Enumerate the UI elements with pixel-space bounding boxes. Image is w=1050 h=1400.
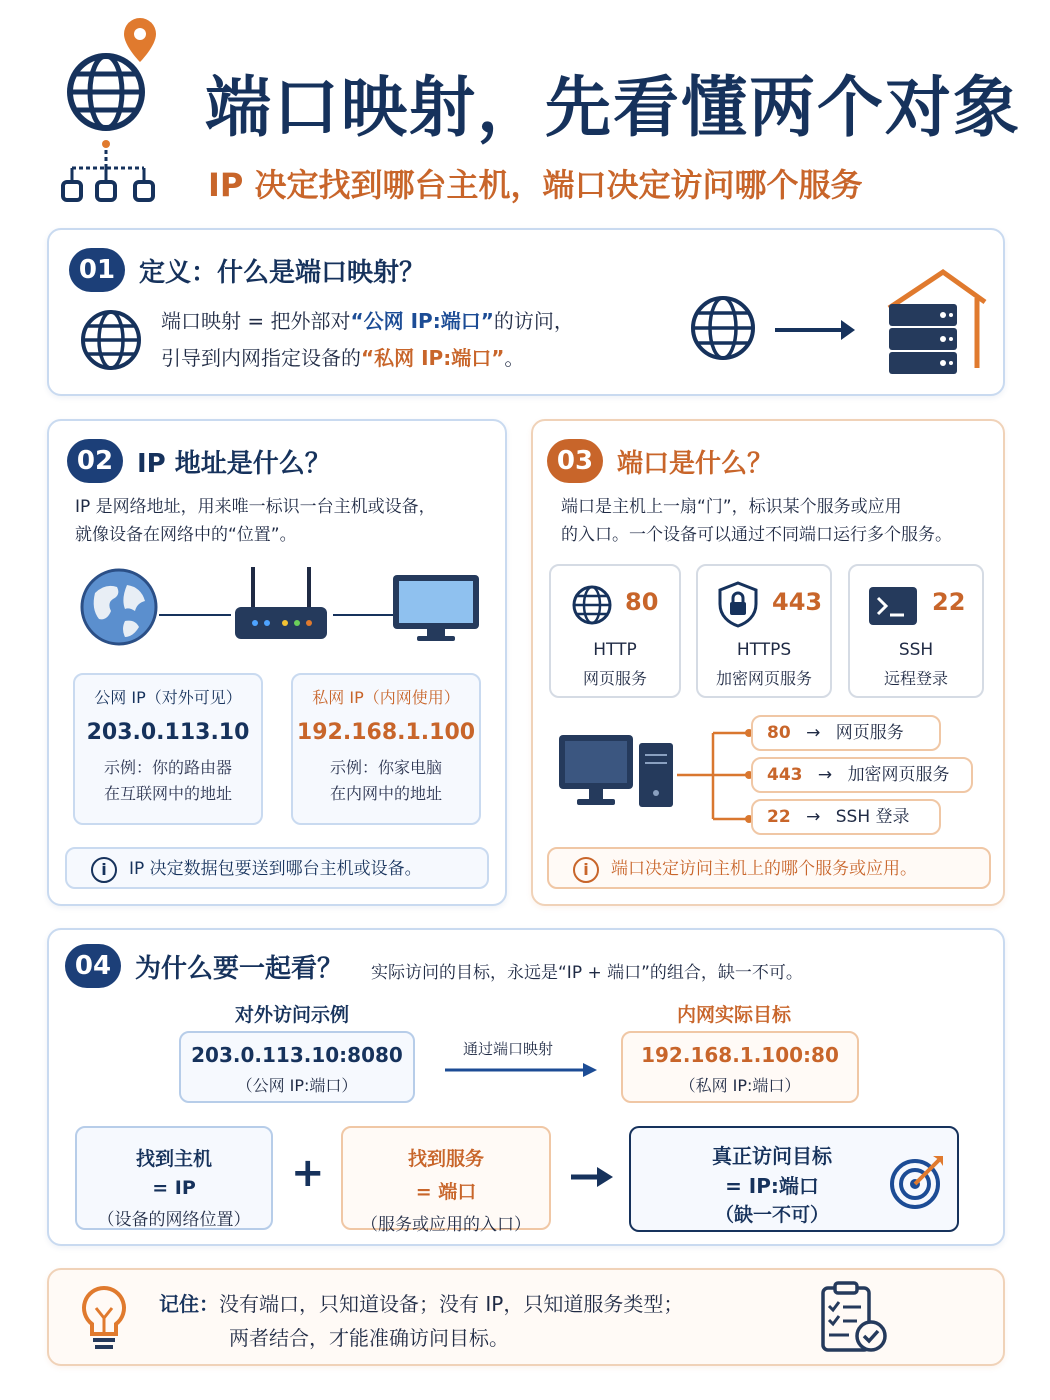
- port-mapping-via-label: 通过端口映射: [463, 1040, 554, 1058]
- public-ip-example: 在互联网中的地址: [103, 784, 232, 803]
- arrow-right-icon: [443, 1060, 599, 1084]
- find-host-equals: = IP: [152, 1177, 196, 1199]
- monitor-icon: [391, 573, 481, 647]
- info-icon: i: [91, 857, 117, 883]
- globe-icon: [79, 308, 143, 376]
- remember-text: 没有端口，只知道设备；没有 IP，只知道服务类型；: [219, 1292, 684, 1316]
- private-ip-label: 私网 IP（内网使用）: [312, 688, 460, 707]
- target-icon: [889, 1152, 947, 1214]
- real-target-equals: = IP:端口: [725, 1174, 819, 1198]
- section-title: 为什么要一起看？: [135, 954, 344, 984]
- arrow-right-icon: [569, 1164, 615, 1194]
- real-target-title: 真正访问目标: [712, 1144, 832, 1168]
- port-mapping-row: [751, 715, 941, 751]
- definition-line-2: [161, 342, 524, 374]
- external-example-label: 对外访问示例: [235, 1004, 350, 1026]
- definition-text: 。: [504, 346, 525, 370]
- section-number-badge: 03: [547, 439, 603, 483]
- section-title: 定义：什么是端口映射？: [139, 258, 426, 288]
- shield-lock-icon: [716, 580, 760, 632]
- section-title: IP 地址是什么？: [137, 449, 331, 479]
- public-ip-example: 示例：你的路由器: [103, 758, 232, 777]
- external-address-box: [179, 1031, 415, 1103]
- desktop-computer-icon: [557, 733, 677, 817]
- network-globe-logo-icon: [58, 10, 168, 210]
- remember-line-1: [159, 1288, 683, 1317]
- page-title: 端口映射，先看懂两个对象: [205, 69, 1021, 146]
- definition-text: 端口映射 = 把外部对: [161, 309, 351, 333]
- find-service-desc: （服务或应用的入口）: [361, 1215, 531, 1235]
- home-server-icon: [881, 268, 989, 384]
- find-service-equals: = 端口: [415, 1181, 477, 1203]
- public-ip-label: 公网 IP（对外可见）: [94, 688, 242, 707]
- port-card-ssh: [848, 564, 984, 698]
- earth-icon: [79, 567, 159, 651]
- private-ip-box: [291, 673, 481, 825]
- real-target-box: [629, 1126, 959, 1232]
- plus-sign: +: [291, 1150, 325, 1196]
- port-branch-lines: [673, 721, 753, 845]
- connection-line: [159, 614, 231, 616]
- definition-text: 的访问，: [493, 309, 574, 333]
- info-icon: i: [573, 857, 599, 883]
- protocol-description: 加密网页服务: [715, 669, 812, 688]
- mapping-service: SSH 登录: [835, 807, 910, 827]
- ip-address-card: [47, 419, 507, 906]
- port-mapping-row: [751, 799, 941, 835]
- section-title: 端口是什么？: [617, 449, 774, 479]
- mapping-port: 443: [767, 765, 803, 785]
- port-number: 22: [932, 588, 966, 616]
- arrow-icon: →: [806, 723, 821, 743]
- section-note: 实际访问的目标，永远是“IP + 端口”的组合，缺一不可。: [371, 963, 803, 983]
- ip-description: 就像设备在网络中的“位置”。: [75, 525, 297, 545]
- private-ip-example: 示例：你家电脑: [329, 758, 442, 777]
- port-mapping-row: [751, 757, 973, 793]
- find-service-box: [341, 1126, 551, 1235]
- arrow-icon: →: [817, 765, 833, 785]
- real-target-note: （缺一不可）: [714, 1204, 829, 1226]
- remember-line-2: 两者结合，才能准确访问目标。: [229, 1326, 509, 1350]
- protocol-name: SSH: [898, 640, 934, 660]
- port-card-https: [696, 564, 832, 698]
- public-ip-port-quote: “公网 IP:端口”: [350, 309, 494, 333]
- remember-prefix: 记住：: [159, 1292, 219, 1316]
- why-together-card: [47, 928, 1005, 1246]
- terminal-icon: [868, 586, 918, 630]
- port-description: 的入口。一个设备可以通过不同端口运行多个服务。: [561, 525, 952, 545]
- find-host-box: [75, 1126, 273, 1230]
- private-ip-port-quote: “私网 IP:端口”: [361, 346, 505, 370]
- ip-info-text: IP 决定数据包要送到哪台主机或设备。: [129, 859, 422, 879]
- port-card: [531, 419, 1005, 906]
- arrow-icon: →: [806, 807, 821, 827]
- port-description: 端口是主机上一扇“门”，标识某个服务或应用: [561, 497, 902, 517]
- router-icon: [231, 563, 331, 653]
- internal-address-value: 192.168.1.100:80: [641, 1043, 839, 1067]
- ip-description: IP 是网络地址，用来唯一标识一台主机或设备，: [75, 497, 436, 517]
- private-ip-value: 192.168.1.100: [296, 720, 476, 745]
- protocol-name: HTTP: [593, 640, 637, 660]
- arrow-right-icon: [773, 318, 857, 346]
- internal-address-box: [621, 1031, 859, 1103]
- mapping-port: 22: [767, 807, 791, 827]
- mapping-port: 80: [767, 723, 791, 743]
- remember-card: [47, 1268, 1005, 1366]
- connection-line: [333, 614, 393, 616]
- mapping-service: 加密网页服务: [847, 765, 950, 785]
- external-address-value: 203.0.113.10:8080: [191, 1043, 403, 1067]
- find-host-desc: （设备的网络位置）: [97, 1210, 251, 1230]
- protocol-description: 远程登录: [883, 669, 948, 688]
- internal-target-label: 内网实际目标: [677, 1004, 792, 1026]
- section-number-badge: 01: [69, 248, 125, 292]
- external-address-sub: （公网 IP:端口）: [236, 1076, 358, 1095]
- port-info-note: [547, 847, 991, 889]
- globe-icon: [571, 584, 613, 630]
- mapping-service: 网页服务: [835, 723, 904, 743]
- lightbulb-icon: [79, 1284, 129, 1358]
- ip-info-note: [65, 847, 489, 889]
- public-ip-value: 203.0.113.10: [86, 720, 250, 745]
- page-subtitle: IP 决定找到哪台主机，端口决定访问哪个服务: [208, 166, 863, 204]
- definition-card: [47, 228, 1005, 396]
- port-number: 80: [625, 588, 659, 616]
- section-number-badge: 02: [67, 439, 123, 483]
- public-ip-box: [73, 673, 263, 825]
- definition-text: 引导到内网指定设备的: [161, 346, 361, 370]
- protocol-name: HTTPS: [736, 640, 792, 660]
- port-card-http: [549, 564, 681, 698]
- find-service-title: 找到服务: [407, 1148, 484, 1170]
- port-number: 443: [772, 588, 823, 616]
- private-ip-example: 在内网中的地址: [329, 784, 442, 803]
- checklist-icon: [815, 1280, 893, 1362]
- globe-icon: [689, 294, 757, 366]
- internal-address-sub: （私网 IP:端口）: [679, 1076, 801, 1095]
- definition-line-1: [161, 305, 574, 337]
- section-number-badge: 04: [65, 944, 121, 988]
- protocol-description: 网页服务: [582, 669, 647, 688]
- find-host-title: 找到主机: [135, 1148, 212, 1170]
- port-info-text: 端口决定访问主机上的哪个服务或应用。: [611, 859, 917, 879]
